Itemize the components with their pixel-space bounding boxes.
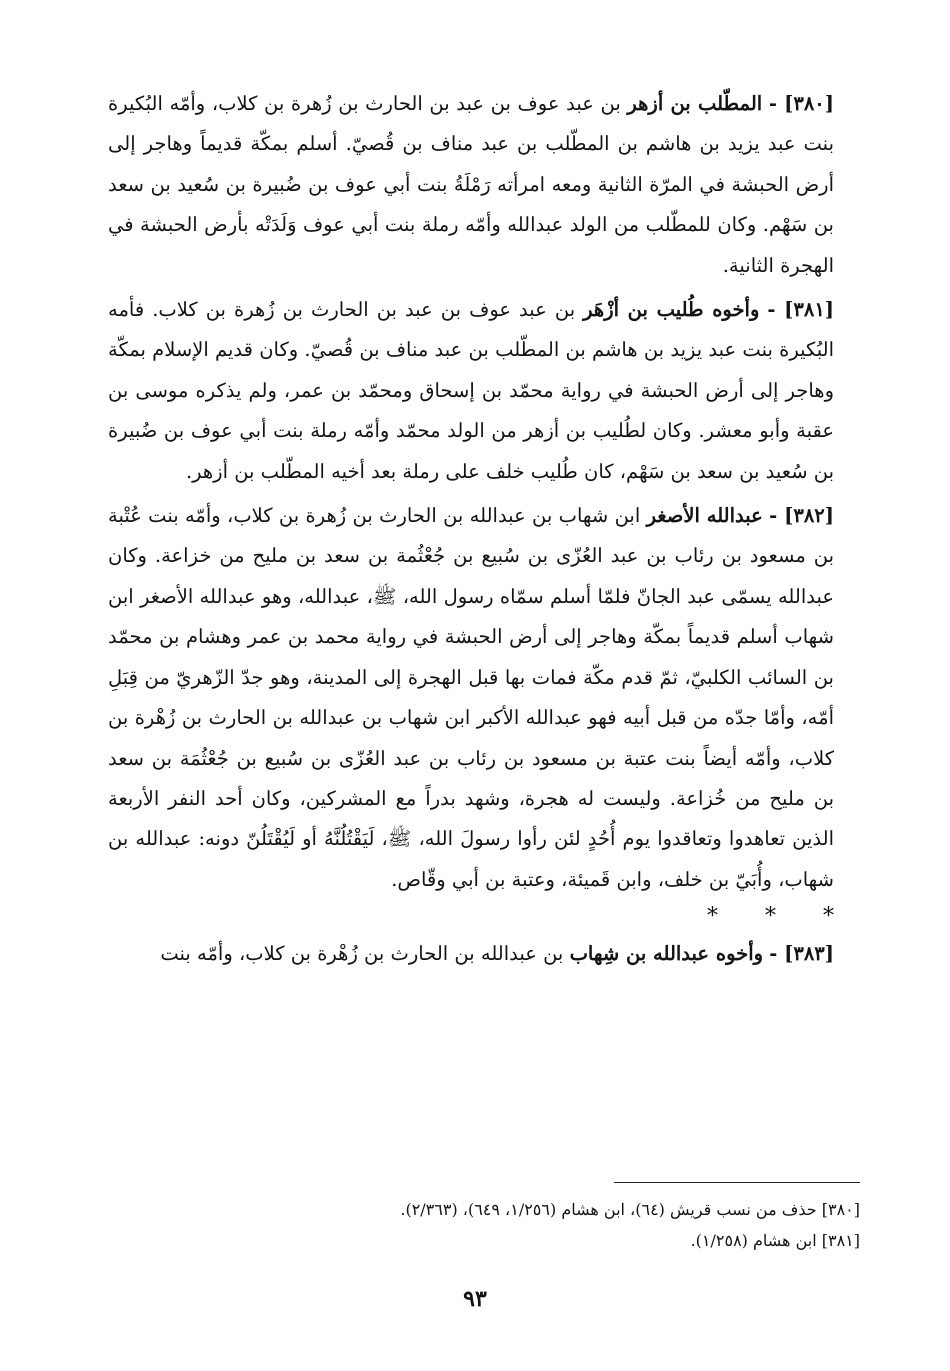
footnote-381: [٣٨١] ابن هشام (١/٢٥٨). <box>690 1231 860 1250</box>
section-ornament: * * * <box>707 904 834 930</box>
entry-text: بن عبد عوف بن عبد بن الحارث بن زُهرة بن كلاب. فأمه البُكيرة بنت عبد يزيد بن هاشم بن المطّلب بن عبد مناف بن قُصيّ. وكان قديم الإسلام بمكّة وهاجر إلى أرض الحبشة في رواية محمّد بن إسحاق ومحمّد بن عمر، ولم يذكره موسى بن عقبة وأبو معشر. وكان لطُليب بن أزهر من الولد محمّد وأمّه رملة بنت أبي عوف بن ضُبيرة بن سُعيد بن سعد بن سَهْم، كان طُليب خلف على رملة بعد أخيه المطّلب بن أزهر. <box>108 298 834 483</box>
entry-number: [٣٨٢] - <box>769 504 835 528</box>
entry-382 <box>108 496 834 900</box>
page-number: ٩٣ <box>463 1286 487 1312</box>
footnote-380: [٣٨٠] حذف من نسب قريش (٦٤)، ابن هشام (١/٢٥٦، ٦٤٩)، (٢/٣٦٣). <box>400 1200 860 1219</box>
entry-name: المطّلب بن أزهر <box>627 92 763 115</box>
entry-text: ابن شهاب بن عبدالله بن الحارث بن زُهرة بن كلاب، وأمّه بنت عُتْبة بن مسعود بن رئاب بن عبد العُزّى بن سُبيع بن جُعْثُمة بن سعد بن مليح من خزاعة. وكان عبدالله يسمّى عبد الجانّ فلمّا أسلم سمّاه رسول الله، ﷺ، عبدالله، وهو عبدالله الأصغر ابن شهاب أسلم قديماً بمكّة وهاجر إلى أرض الحبشة في رواية محمد بن عمر وهشام بن محمّد بن السائب الكلبيّ، ثمّ قدم مكّة فمات بها قبل الهجرة إلى المدينة، وهو جدّ الزّهريّ من قِبَلِ أمّه، وأمّا جدّه من قبل أبيه فهو عبدالله الأكبر ابن شهاب بن عبدالله بن الحارث بن زُهْرة بن كلاب، وأمّه أيضاً بنت عتبة بن مسعود بن رئاب بن عبد العُزّى بن سُبيع بن جُعْثُمَة بن سعد بن مليح من خُزاعة. وليست له هجرة، وشهد بدراً مع المشركين، وكان أحد النفر الأربعة الذين تعاهدوا وتعاقدوا يوم أُحُدٍ لئن رأوا رسولَ الله، ﷺ، لَيَقْتُلُنَّهُ أو لَيُقْتَلُنّ دونه: عبدالله بن شهاب، وأُبَيّ بن خلف، وابن قَميئة، وعتبة بن أبي وقّاص. <box>108 504 834 891</box>
main-text <box>108 84 834 975</box>
entry-name: وأخوه طُليب بن أزْهَر <box>583 298 760 322</box>
entry-name: وأخوه عبدالله بن شِهاب <box>569 942 764 966</box>
entry-383 <box>108 934 834 974</box>
footnotes <box>160 1194 860 1256</box>
entry-text: بن عبدالله بن الحارث بن زُهْرة بن كلاب، وأمّه بنت <box>160 942 564 966</box>
entry-number: [٣٨١] - <box>767 298 835 322</box>
entry-381 <box>108 290 834 492</box>
footnote-divider <box>614 1182 860 1183</box>
entry-380 <box>108 84 834 286</box>
entry-number: [٣٨٣] - <box>769 942 834 966</box>
entry-number: [٣٨٠] - <box>768 92 834 115</box>
entry-text: بن عبد عوف بن عبد بن الحارث بن زُهرة بن كلاب، وأمّه البُكيرة بنت عبد يزيد بن هاشم بن المطّلب بن عبد مناف بن قُصيّ. أسلم بمكّة قديماً وهاجر إلى أرض الحبشة في المرّة الثانية ومعه امرأته رَمْلَةُ بنت أبي عوف بن ضُبيرة بن سُعيد بن سعد بن سَهْم. وكان للمطّلب من الولد عبدالله وأمّه رملة بنت أبي عوف وَلَدَتْه بأرض الحبشة في الهجرة الثانية. <box>108 92 834 277</box>
entry-name: عبدالله الأصغر <box>646 504 763 528</box>
